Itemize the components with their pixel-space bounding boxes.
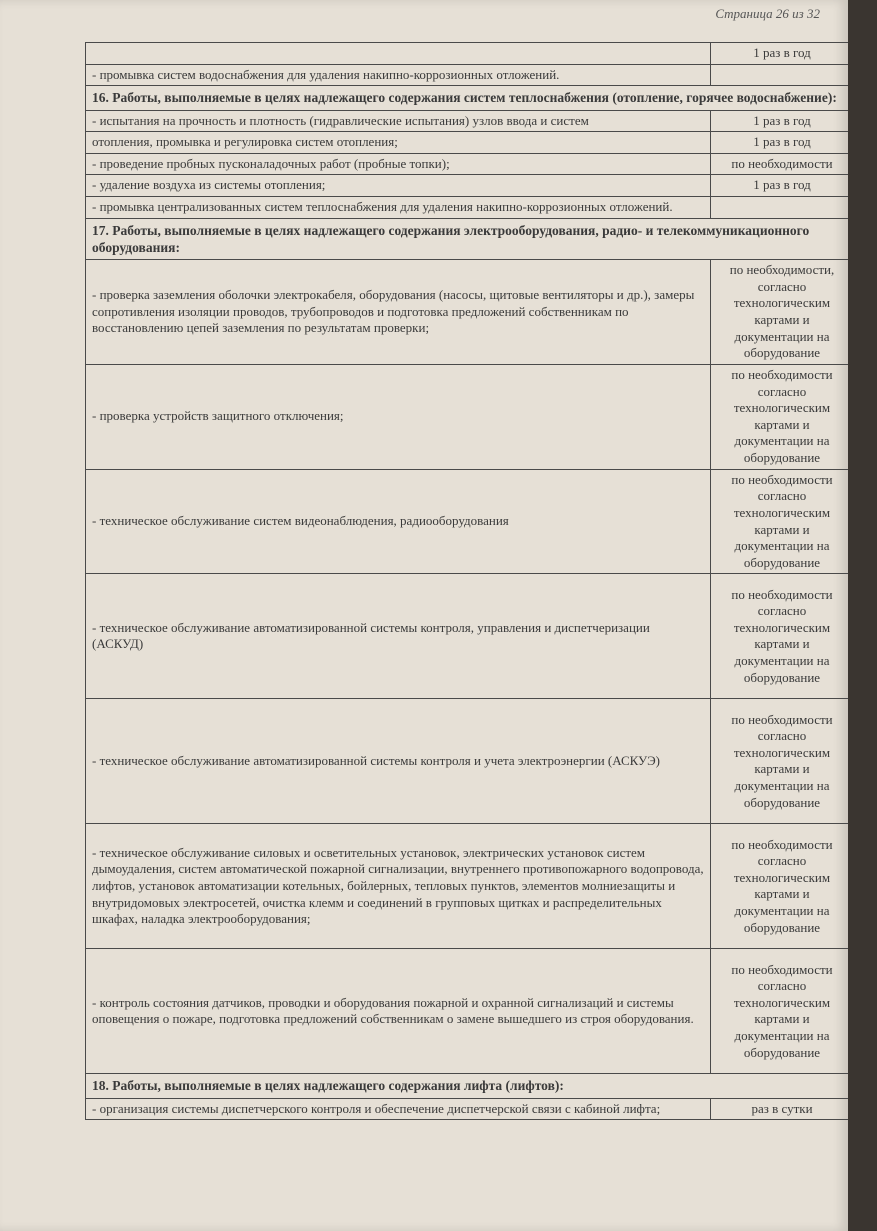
table-row — [86, 699, 849, 824]
work-description: - организация системы диспетчерского контроля и обеспечение диспетчерской связи с кабиной лифта; — [86, 1098, 711, 1120]
section-heading-row — [86, 86, 849, 110]
work-description: - удаление воздуха из системы отопления; — [86, 175, 711, 197]
section-heading: 16. Работы, выполняемые в целях надлежащего содержания систем теплоснабжения (отопление, горячее водоснабжение): — [86, 86, 849, 110]
table-row — [86, 1098, 849, 1120]
work-frequency — [711, 197, 849, 219]
table-row — [86, 153, 849, 175]
table-row — [86, 175, 849, 197]
work-description: - промывка централизованных систем теплоснабжения для удаления накипно-коррозионных отложений. — [86, 197, 711, 219]
section-heading: 18. Работы, выполняемые в целях надлежащего содержания лифта (лифтов): — [86, 1074, 849, 1098]
work-frequency: по необходимости, согласно технологическим картами и документации на оборудование — [711, 260, 849, 365]
work-frequency: 1 раз в год — [711, 43, 849, 65]
page-number: Страница 26 из 32 — [715, 6, 820, 21]
section-heading: 17. Работы, выполняемые в целях надлежащего содержания электрооборудования, радио- и телекоммуникационного оборудования: — [86, 218, 849, 260]
work-description: - техническое обслуживание систем видеонаблюдения, радиооборудования — [86, 469, 711, 574]
work-description: отопления, промывка и регулировка систем отопления; — [86, 132, 711, 154]
work-frequency — [711, 64, 849, 86]
work-frequency: 1 раз в год — [711, 110, 849, 132]
work-frequency: 1 раз в год — [711, 132, 849, 154]
table-row — [86, 43, 849, 65]
section-heading-row — [86, 1074, 849, 1098]
work-description: - испытания на прочность и плотность (гидравлические испытания) узлов ввода и систем — [86, 110, 711, 132]
work-description — [86, 43, 711, 65]
table-row — [86, 197, 849, 219]
work-description: - техническое обслуживание автоматизированной системы контроля и учета электроэнергии (АСКУЭ) — [86, 699, 711, 824]
table-row — [86, 260, 849, 365]
works-table — [85, 42, 848, 1120]
work-description: - контроль состояния датчиков, проводки и оборудования пожарной и охранной сигнализаций и системы оповещения о пожаре, подготовка предложений собственникам о замене вышедшего из строя оборудования. — [86, 949, 711, 1074]
work-description: - промывка систем водоснабжения для удаления накипно-коррозионных отложений. — [86, 64, 711, 86]
work-description: - проверка устройств защитного отключения; — [86, 364, 711, 469]
work-frequency: по необходимости согласно технологическим картами и документации на оборудование — [711, 469, 849, 574]
work-frequency: по необходимости согласно технологическим картами и документации на оборудование — [711, 574, 849, 699]
work-description: - проверка заземления оболочки электрокабеля, оборудования (насосы, щитовые вентиляторы и др.), замеры сопротивления изоляции проводов, трубопроводов и подготовка предложений собственникам по восстановлению цепей заземления по результатам проверки; — [86, 260, 711, 365]
work-frequency: по необходимости согласно технологическим картами и документации на оборудование — [711, 699, 849, 824]
section-heading-row — [86, 218, 849, 260]
work-frequency: по необходимости согласно технологическим картами и документации на оборудование — [711, 824, 849, 949]
work-frequency: по необходимости — [711, 153, 849, 175]
work-frequency: по необходимости согласно технологическим картами и документации на оборудование — [711, 949, 849, 1074]
work-frequency: 1 раз в год — [711, 175, 849, 197]
table-row — [86, 469, 849, 574]
work-frequency: по необходимости согласно технологическим картами и документации на оборудование — [711, 364, 849, 469]
table-row — [86, 110, 849, 132]
table-row — [86, 364, 849, 469]
work-description: - проведение пробных пусконаладочных работ (пробные топки); — [86, 153, 711, 175]
table-row — [86, 132, 849, 154]
work-description: - техническое обслуживание силовых и осветительных установок, электрических установок систем дымоудаления, систем автоматической пожарной сигнализации, внутреннего противопожарного водопровода, лифтов, установок автоматизации котельных, бойлерных, тепловых пунктов, элементов молниезащиты и внутридомовых электросетей, очистка клемм и соединений в групповых щитках и распределительных шкафах, наладка электрооборудования; — [86, 824, 711, 949]
table-row — [86, 949, 849, 1074]
table-row — [86, 824, 849, 949]
work-description: - техническое обслуживание автоматизированной системы контроля, управления и диспетчеризации (АСКУД) — [86, 574, 711, 699]
work-frequency: раз в сутки — [711, 1098, 849, 1120]
table-row — [86, 574, 849, 699]
table-row — [86, 64, 849, 86]
